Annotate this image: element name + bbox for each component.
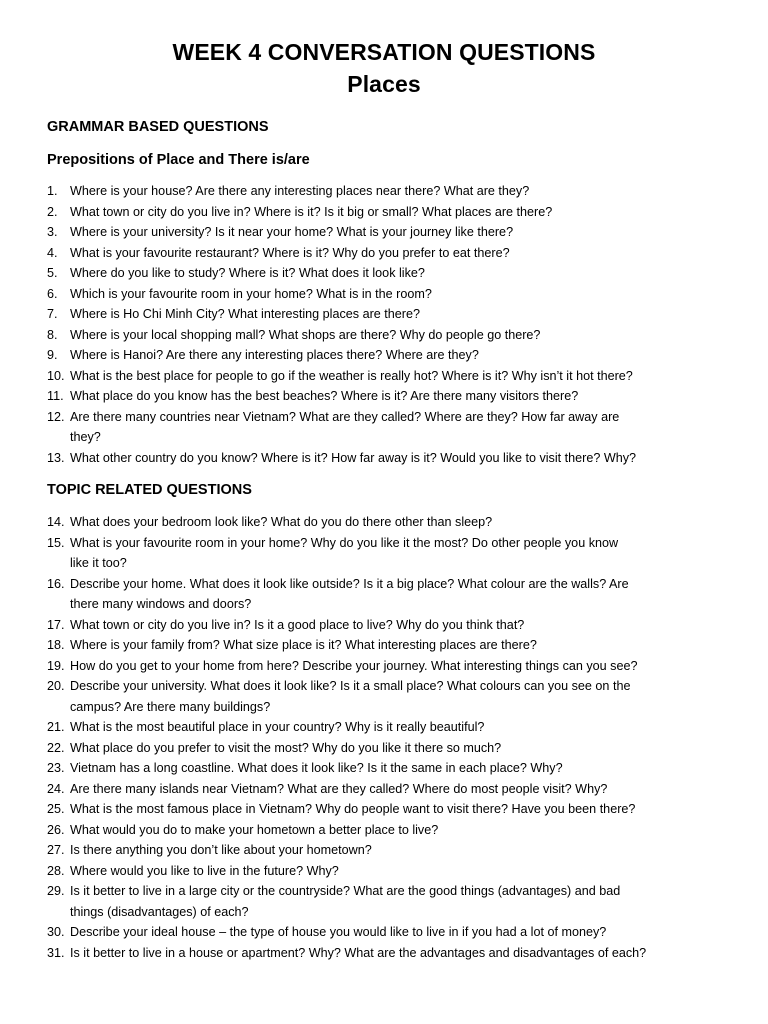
question-number: 9. bbox=[47, 348, 58, 362]
question-text-line: What other country do you know? Where is it? How far away is it? Would you like to visit there? Why? bbox=[70, 450, 637, 465]
question-number: 20. bbox=[47, 679, 65, 693]
question-text-line: Are there many countries near Vietnam? What are they called? Where are they? How far away are bbox=[70, 409, 620, 424]
question-item bbox=[0, 799, 768, 820]
question-number: 21. bbox=[47, 720, 65, 734]
question-text-line: What is the most famous place in Vietnam? Why do people want to visit there? Have you been there? bbox=[70, 802, 636, 816]
question-text-line: How do you get to your home from here? Describe your journey. What interesting things can you see? bbox=[70, 658, 638, 673]
question-text-line: Describe your home. What does it look like outside? Is it a big place? What colour are the walls? Are bbox=[70, 576, 629, 591]
question-item bbox=[0, 881, 768, 922]
question-item bbox=[0, 325, 768, 346]
question-text-line: What does your bedroom look like? What do you do there other than sleep? bbox=[70, 515, 493, 529]
question-text-line: things (disadvantages) of each? bbox=[70, 904, 249, 919]
question-item bbox=[0, 407, 768, 448]
question-number: 4. bbox=[47, 245, 58, 260]
question-number: 27. bbox=[47, 843, 65, 857]
question-number: 18. bbox=[47, 638, 65, 652]
question-item bbox=[0, 366, 768, 387]
question-text-line: What place do you prefer to visit the most? Why do you like it there so much? bbox=[70, 740, 502, 755]
question-text-line: like it too? bbox=[70, 556, 127, 570]
question-number: 1. bbox=[47, 184, 58, 198]
question-text-line: What is the most beautiful place in your country? Why is it really beautiful? bbox=[70, 720, 485, 734]
question-text-line: Describe your university. What does it look like? Is it a small place? What colours can you see on the bbox=[70, 679, 631, 693]
question-text-line: Are there many islands near Vietnam? What are they called? Where do most people visit? Why? bbox=[70, 781, 608, 796]
question-text-line: Is it better to live in a house or apartment? Why? What are the advantages and disadvantages of each? bbox=[70, 945, 647, 960]
question-number: 8. bbox=[47, 327, 58, 342]
question-text-line: What is your favourite restaurant? Where is it? Why do you prefer to eat there? bbox=[70, 245, 510, 260]
question-item bbox=[0, 263, 768, 284]
question-number: 16. bbox=[47, 576, 65, 591]
question-item bbox=[0, 820, 768, 841]
question-number: 15. bbox=[47, 535, 65, 550]
question-number: 24. bbox=[47, 781, 65, 796]
topic-question-list bbox=[0, 512, 768, 963]
question-text-line: Is it better to live in a large city or the countryside? What are the good things (advantages) and bad bbox=[70, 884, 621, 898]
grammar-section-heading: GRAMMAR BASED QUESTIONS bbox=[47, 119, 269, 135]
question-number: 22. bbox=[47, 740, 65, 755]
question-text-line: Where do you like to study? Where is it? What does it look like? bbox=[70, 266, 425, 280]
question-text-line: What is your favourite room in your home? Why do you like it the most? Do other people you know bbox=[70, 535, 619, 550]
question-item bbox=[0, 202, 768, 223]
question-number: 30. bbox=[47, 925, 65, 939]
document-subtitle: Places bbox=[347, 71, 421, 97]
question-item bbox=[0, 676, 768, 717]
question-text-line: Is there anything you don’t like about your hometown? bbox=[70, 843, 372, 857]
question-text-line: What place do you know has the best beaches? Where is it? Are there many visitors there? bbox=[70, 389, 579, 403]
question-item bbox=[0, 943, 768, 964]
question-text-line: Where is your family from? What size place is it? What interesting places are there? bbox=[70, 638, 537, 652]
question-item bbox=[0, 345, 768, 366]
question-text-line: Describe your ideal house – the type of house you would like to live in if you had a lot of money? bbox=[70, 925, 607, 939]
question-item bbox=[0, 615, 768, 636]
question-text-line: they? bbox=[70, 430, 101, 444]
question-number: 11. bbox=[47, 389, 64, 403]
question-number: 17. bbox=[47, 617, 65, 632]
question-item bbox=[0, 284, 768, 305]
question-text-line: Where is your university? Is it near your home? What is your journey like there? bbox=[70, 225, 514, 239]
question-item bbox=[0, 758, 768, 779]
question-text-line: Where is your house? Are there any interesting places near there? What are they? bbox=[70, 184, 530, 198]
question-text-line: Where is Ho Chi Minh City? What interesting places are there? bbox=[70, 307, 420, 321]
question-text-line: Where would you like to live in the future? Why? bbox=[70, 863, 339, 878]
question-text-line: What town or city do you live in? Is it a good place to live? Why do you think that? bbox=[70, 617, 525, 632]
question-item bbox=[0, 635, 768, 656]
topic-section-heading: TOPIC RELATED QUESTIONS bbox=[47, 482, 252, 498]
question-number: 3. bbox=[47, 225, 58, 239]
question-item bbox=[0, 656, 768, 677]
question-item bbox=[0, 922, 768, 943]
document-title: WEEK 4 CONVERSATION QUESTIONS bbox=[172, 39, 596, 65]
question-item bbox=[0, 222, 768, 243]
question-item bbox=[0, 738, 768, 759]
question-number: 23. bbox=[47, 761, 65, 775]
question-item bbox=[0, 574, 768, 615]
question-number: 19. bbox=[47, 658, 65, 673]
question-item bbox=[0, 512, 768, 533]
question-number: 14. bbox=[47, 515, 65, 529]
question-item bbox=[0, 181, 768, 202]
question-number: 2. bbox=[47, 204, 58, 219]
question-text-line: Where is Hanoi? Are there any interesting places there? Where are they? bbox=[70, 348, 479, 362]
question-text-line: What would you do to make your hometown a better place to live? bbox=[70, 822, 439, 837]
question-text-line: What is the best place for people to go if the weather is really hot? Where is it? Why isn’t it hot there? bbox=[70, 368, 633, 383]
question-number: 12. bbox=[47, 409, 65, 424]
question-number: 13. bbox=[47, 450, 65, 465]
question-text-line: campus? Are there many buildings? bbox=[70, 699, 271, 714]
question-number: 10. bbox=[47, 368, 65, 383]
question-item bbox=[0, 304, 768, 325]
question-number: 29. bbox=[47, 884, 65, 898]
grammar-question-list bbox=[0, 181, 768, 468]
question-item bbox=[0, 243, 768, 264]
question-item bbox=[0, 448, 768, 469]
question-number: 5. bbox=[47, 266, 58, 280]
question-number: 7. bbox=[47, 307, 58, 321]
question-number: 6. bbox=[47, 286, 58, 301]
question-item bbox=[0, 840, 768, 861]
question-item bbox=[0, 533, 768, 574]
question-text-line: What town or city do you live in? Where is it? Is it big or small? What places are there? bbox=[70, 204, 553, 219]
question-text-line: Which is your favourite room in your home? What is in the room? bbox=[70, 286, 432, 301]
question-text-line: Vietnam has a long coastline. What does it look like? Is it the same in each place? Why? bbox=[70, 761, 563, 775]
question-text-line: there many windows and doors? bbox=[70, 597, 252, 611]
question-item bbox=[0, 779, 768, 800]
question-number: 31. bbox=[47, 945, 65, 960]
question-number: 28. bbox=[47, 863, 65, 878]
question-item bbox=[0, 861, 768, 882]
grammar-section-subheading: Prepositions of Place and There is/are bbox=[47, 152, 310, 168]
question-item bbox=[0, 386, 768, 407]
question-number: 26. bbox=[47, 822, 65, 837]
question-text-line: Where is your local shopping mall? What shops are there? Why do people go there? bbox=[70, 327, 541, 342]
question-item bbox=[0, 717, 768, 738]
question-number: 25. bbox=[47, 802, 65, 816]
